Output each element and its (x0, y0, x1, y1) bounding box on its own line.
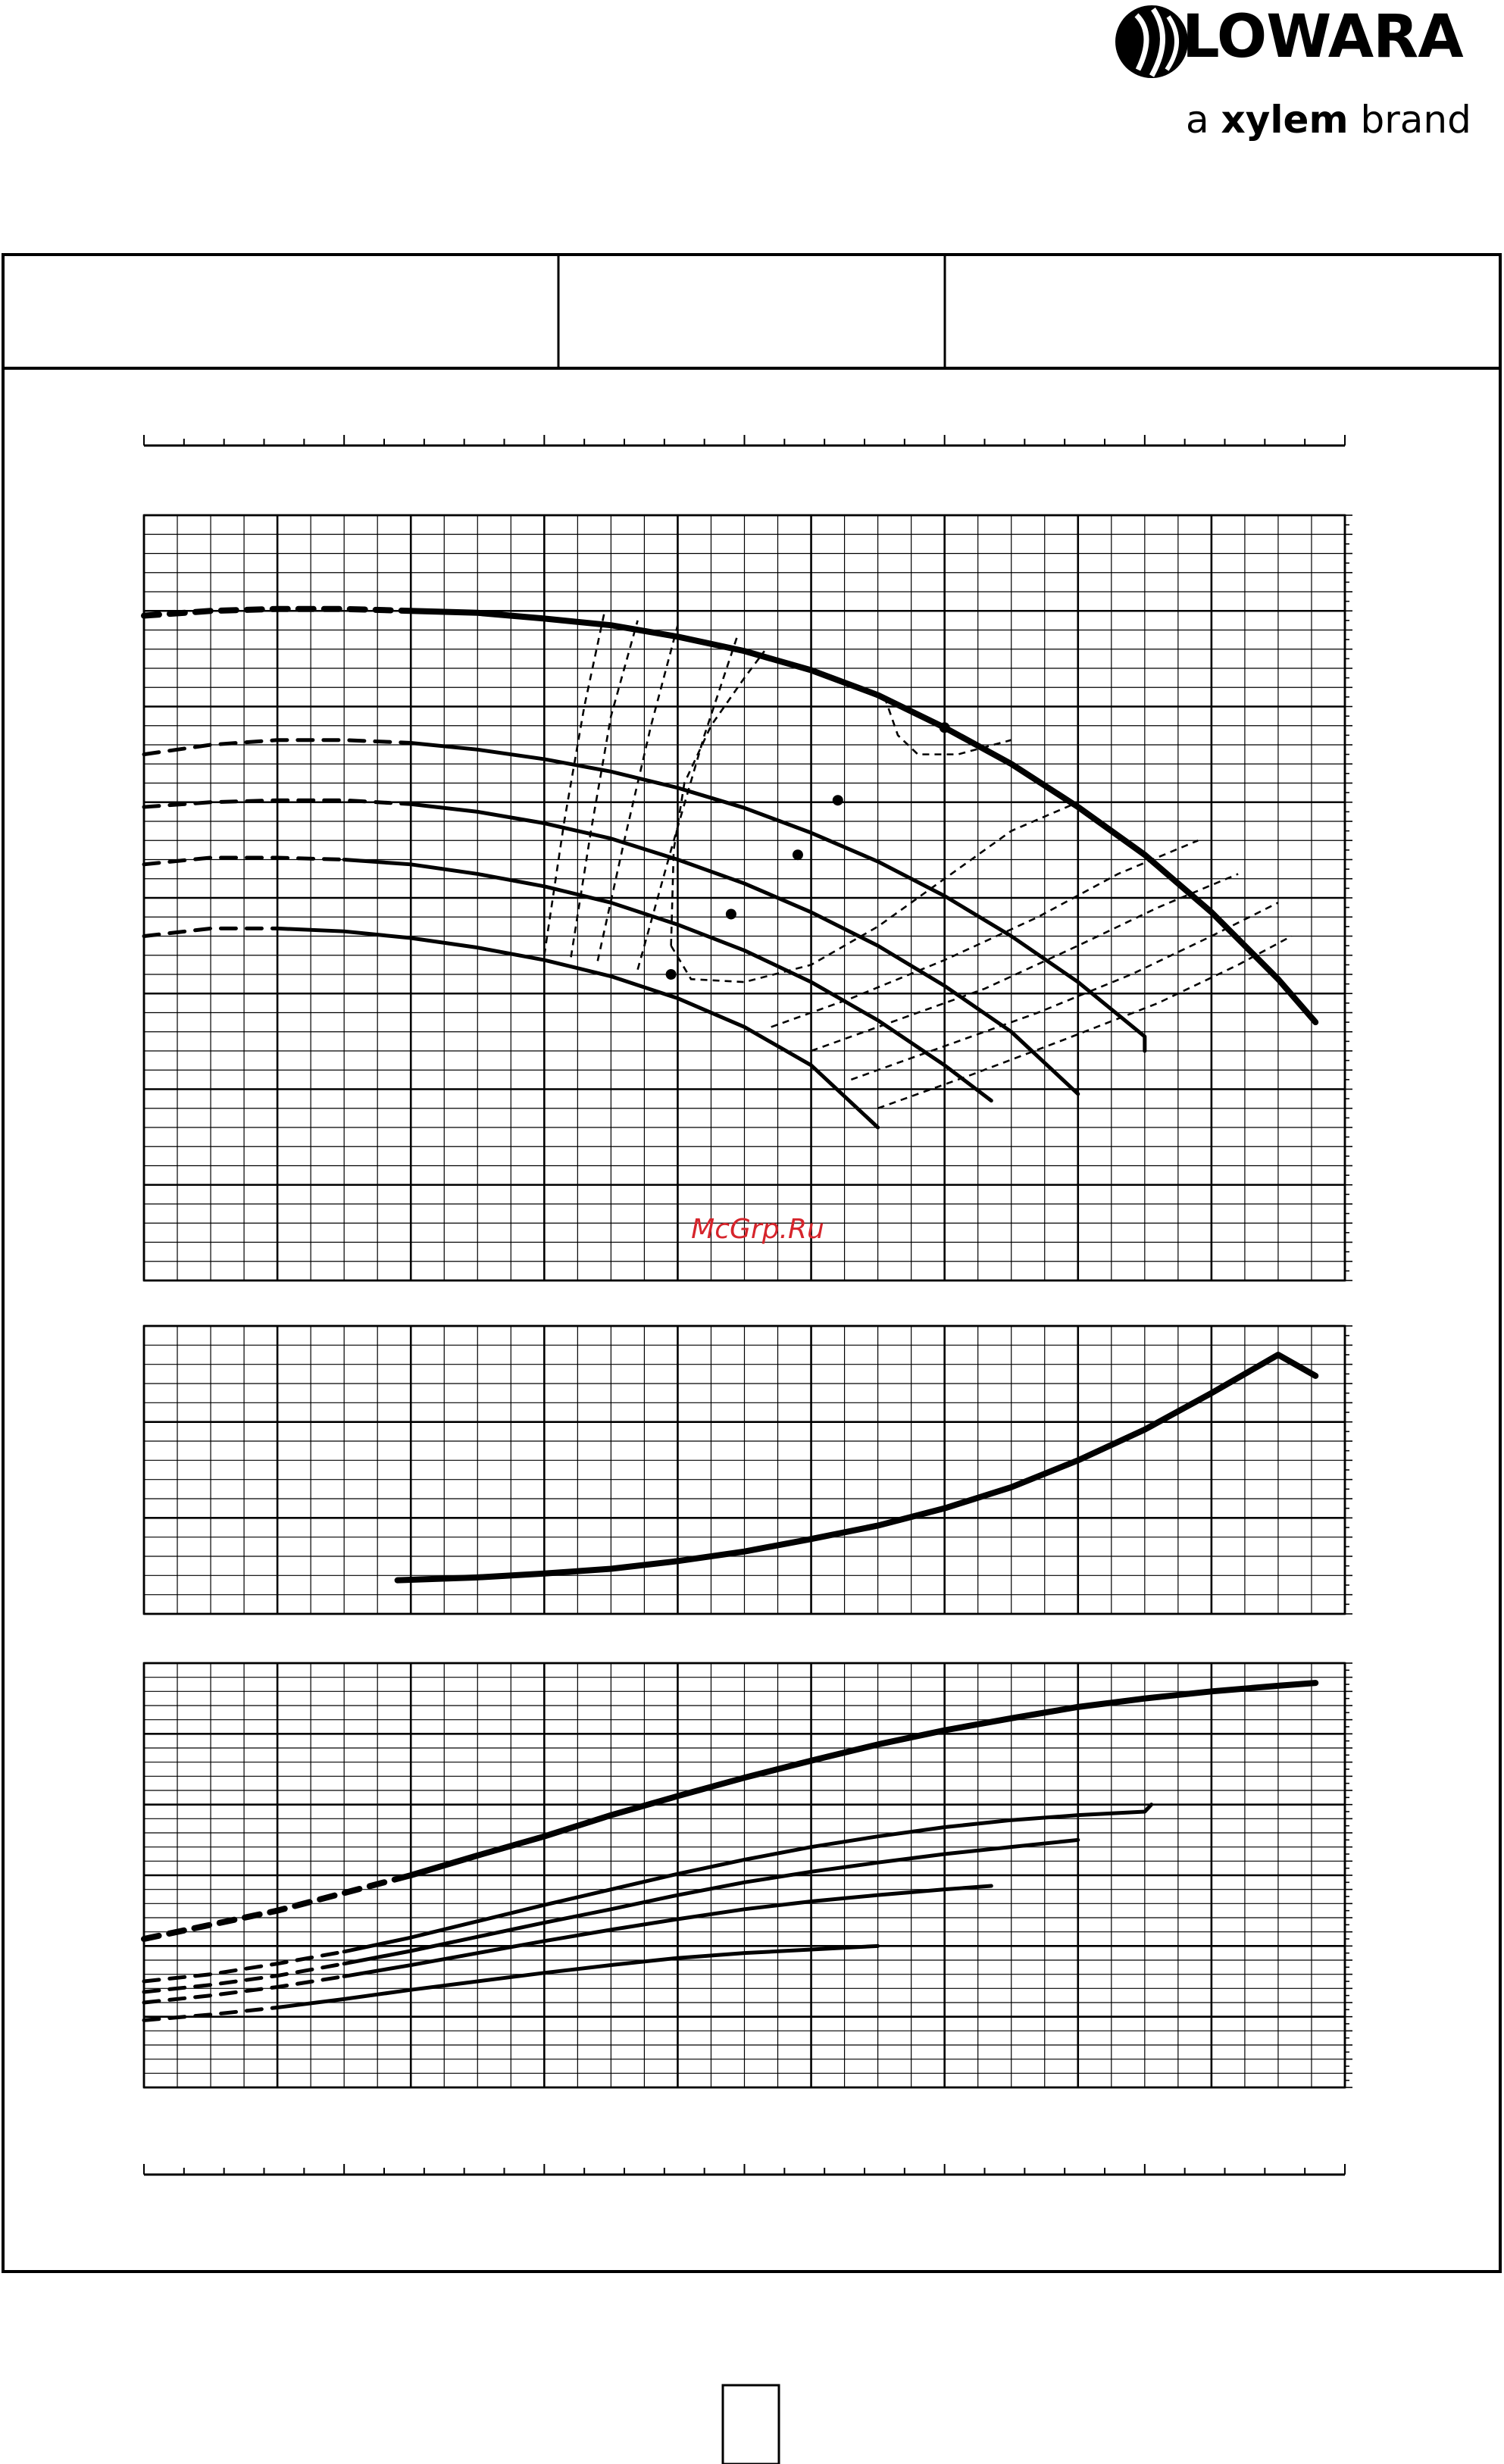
tagline-prefix: a (1186, 98, 1209, 142)
curve-point-marker (666, 969, 677, 980)
curve-point-marker (940, 722, 950, 733)
tagline-suffix: brand (1360, 98, 1471, 142)
efficiency-iso-line (811, 874, 1239, 1051)
tagline-brand: xylem (1221, 98, 1349, 142)
npsh-curve-panel (144, 1326, 1352, 1614)
efficiency-iso-line (771, 840, 1199, 1027)
curve-point-marker (793, 849, 803, 860)
curve-max-impeller (411, 1683, 1315, 1875)
curve-point-marker (833, 795, 843, 805)
efficiency-iso-line (544, 613, 604, 955)
logo-wordmark: LOWARA (1182, 3, 1463, 71)
power-curves-panel (144, 1663, 1352, 2087)
sheet-frame (3, 255, 1500, 2272)
efficiency-iso-line (851, 902, 1278, 1080)
bottom-scale-ruler (144, 2164, 1345, 2175)
watermark: McGrp.Ru (691, 1214, 824, 1245)
curve-point-marker (726, 908, 736, 919)
efficiency-iso-line (878, 937, 1292, 1108)
curve-impeller-4 (344, 860, 991, 1101)
head-curves-panel (144, 515, 1352, 1280)
curve-impeller-2 (344, 1805, 1151, 1952)
top-scale-ruler (144, 435, 1345, 446)
page-number-box (723, 2385, 779, 2464)
